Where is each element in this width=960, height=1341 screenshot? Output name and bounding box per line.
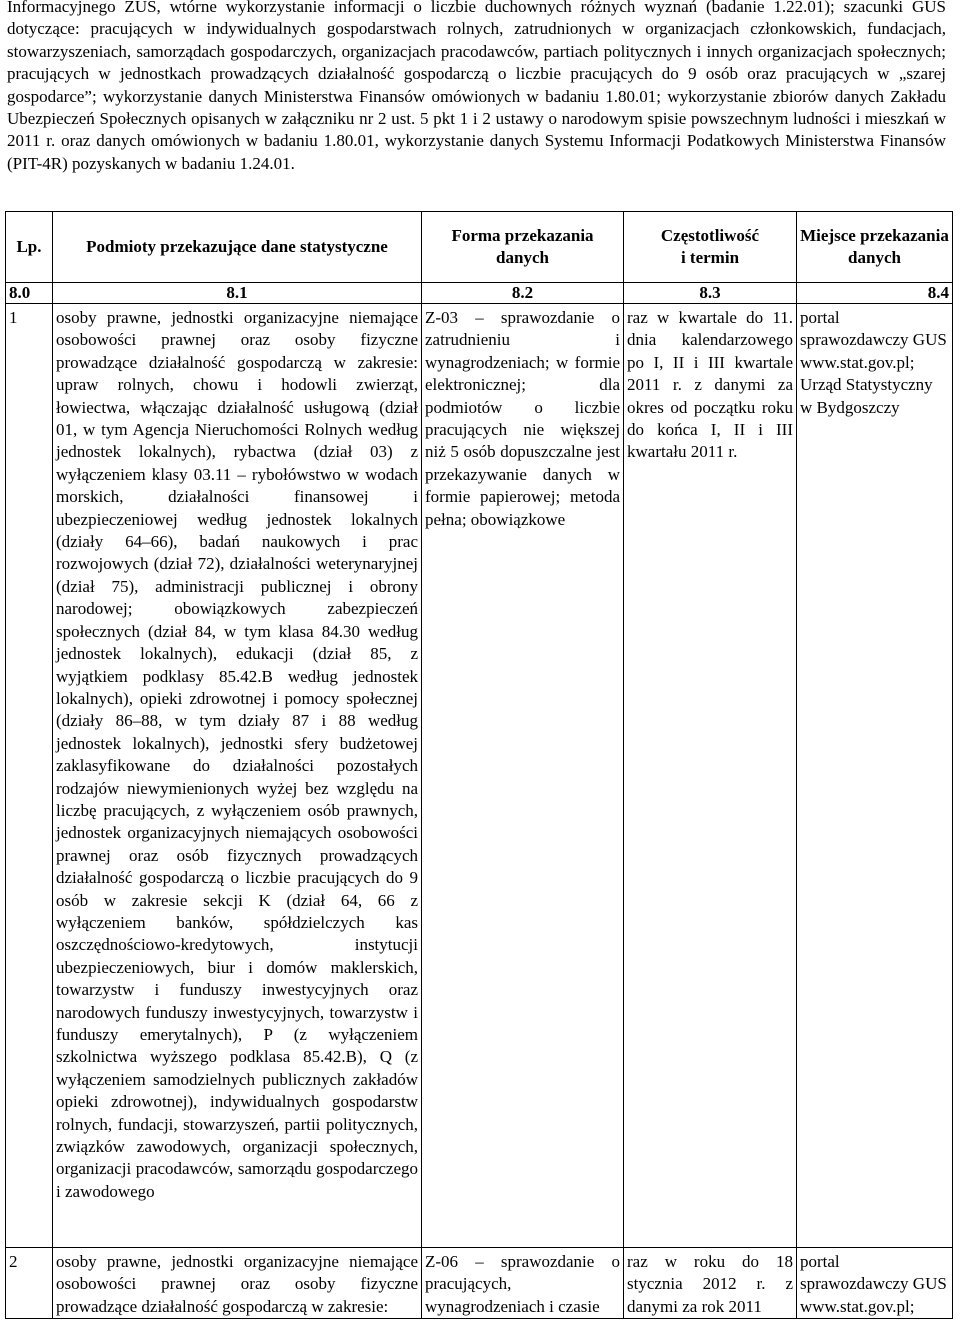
row-forma: Z-03 – sprawozdanie o zatrudnieniu i wynagrodzeniach; w formie elektronicznej; dla podmiotów o liczbie pracujących nie większej niż 5 osób dopuszczalne jest przekazywanie danych w formie papierowej; metoda pełna; obowiązkowe [422, 304, 624, 1248]
row-miejsce-urzad: Urząd Statystyczny w Bydgoszczy [800, 375, 933, 417]
colnum-lp: 8.0 [6, 283, 53, 304]
header-podmioty: Podmioty przekazujące dane statystyczne [53, 212, 422, 283]
row-miejsce [797, 304, 953, 1248]
reporting-table [5, 211, 953, 1319]
intro-paragraph [7, 0, 946, 175]
header-czestotliwosc [624, 212, 797, 283]
row-podmioty: osoby prawne, jednostki organizacyjne niemające osobowości prawnej oraz osoby fizyczne prowadzące działalność gospodarczą w zakresie: [53, 1248, 422, 1319]
colnum-czestotliwosc: 8.3 [624, 283, 797, 304]
colnum-podmioty: 8.1 [53, 283, 422, 304]
colnum-forma: 8.2 [422, 283, 624, 304]
row-lp: 1 [6, 304, 53, 1248]
row-forma: Z-06 – sprawozdanie o pracujących, wynagrodzeniach i czasie [422, 1248, 624, 1319]
header-czestotliwosc-line1: Częstotliwość [660, 225, 760, 245]
row-podmioty: osoby prawne, jednostki organizacyjne niemające osobowości prawnej oraz osoby fizyczne prowadzące działalność gospodarczą w zakresie: upraw rolnych, chowu i hodowli zwierząt, łowiectwa, włączając działalność usługową (dział 01, w tym Agencja Nieruchomości Rolnych według jednostek lokalnych), rybactwa (dział 03) z wyłączeniem klasy 03.11 – rybołówstwo w wodach morskich, działalności finansowej i ubezpieczeniowej według jednostek lokalnych (działy 64–66), badań naukowych i prac rozwojowych (dział 72), działalności weterynaryjnej (dział 75), administracji publicznej i obrony narodowej; obowiązkowych zabezpieczeń społecznych (dział 84, w tym klasa 84.30 według jednostek lokalnych), edukacji (dział 85, z wyjątkiem podklasy 85.42.B według jednostek lokalnych), opieki zdrowotnej i pomocy społecznej (działy 86–88, w tym działy 87 i 88 według jednostek lokalnych), jednostki sfery budżetowej zaklasyfikowane do działalności pozostałych rodzajów niewymienionych wyżej bez względu na liczbę pracujących, z wyłączeniem osób prawnych, jednostek organizacyjnych niemających osobowości prawnej oraz osób fizycznych prowadzących działalność gospodarczą o liczbie pracujących do 9 osób w zakresie sekcji K (dział 64, 66 z wyłączeniem banków, spółdzielczych kas oszczędnościowo-kredytowych, instytucji ubezpieczeniowych, biur i domów maklerskich, towarzystw i funduszy inwestycyjnych oraz narodowych funduszy inwestycyjnych, towarzystw i funduszy emerytalnych), P (z wyłączeniem szkolnictwa wyższego podklasa 85.42.B), Q (z wyłączeniem samodzielnych publicznych zakładów opieki zdrowotnej), indywidualnych gospodarstw rolnych, fundacji, stowarzyszeń, partii politycznych, związków zawodowych, organizacji społecznych, organizacji pracodawców, samorządu gospodarczego i zawodowego [53, 304, 422, 1248]
table-row [6, 304, 953, 1248]
table-row [6, 1248, 953, 1319]
row-lp: 2 [6, 1248, 53, 1319]
row-miejsce-portal: portal sprawozdawczy GUS www.stat.gov.pl; [800, 1252, 947, 1316]
header-lp: Lp. [6, 212, 53, 283]
colnum-miejsce: 8.4 [797, 283, 953, 304]
column-number-row [6, 283, 953, 304]
intro-text: Informacyjnego ZUS, wtórne wykorzystanie informacji o liczbie duchownych różnych wyznań (badanie 1.22.01); szacunki GUS dotyczące: pracujących w indywidualnych gospodarstwach rolnych, zatrudnionych w organizacjach członkowskich, fundacjach, stowarzyszeniach, samorządach gospodarczych, organizacjach pracodawców, partiach politycznych i innych organizacjach społecznych; pracujących w jednostkach prowadzących działalność gospodarczą o liczbie pracujących do 9 osób oraz pracujących w „szarej gospodarce”; wykorzystanie danych Ministerstwa Finansów omówionych w badaniu 1.80.01; wykorzystanie zbiorów danych Zakładu Ubezpieczeń Społecznych opisanych w załączniku nr 2 ust. 5 pkt 1 i 2 ustawy o narodowym spisie powszechnym ludności i mieszkań w 2011 r. oraz danych omówionych w badaniu 1.80.01, wykorzystanie danych Systemu Informacji Podatkowych Ministerstwa Finansów (PIT-4R) pozyskanych w badaniu 1.24.01. [7, 0, 946, 173]
header-forma: Forma przekazania danych [422, 212, 624, 283]
row-miejsce [797, 1248, 953, 1319]
row-czestotliwosc: raz w kwartale do 11. dnia kalendarzowego po I, II i III kwartale 2011 r. z danymi za okres od początku roku do końca I, II i III kwartału 2011 r. [624, 304, 797, 1248]
row-miejsce-portal: portal sprawozdawczy GUS www.stat.gov.pl; [800, 308, 947, 372]
header-miejsce: Miejsce przekazania danych [797, 212, 953, 283]
header-czestotliwosc-line2: i termin [680, 248, 740, 267]
row-czestotliwosc: raz w roku do 18 stycznia 2012 r. z danymi za rok 2011 [624, 1248, 797, 1319]
table-header-row [6, 212, 953, 283]
